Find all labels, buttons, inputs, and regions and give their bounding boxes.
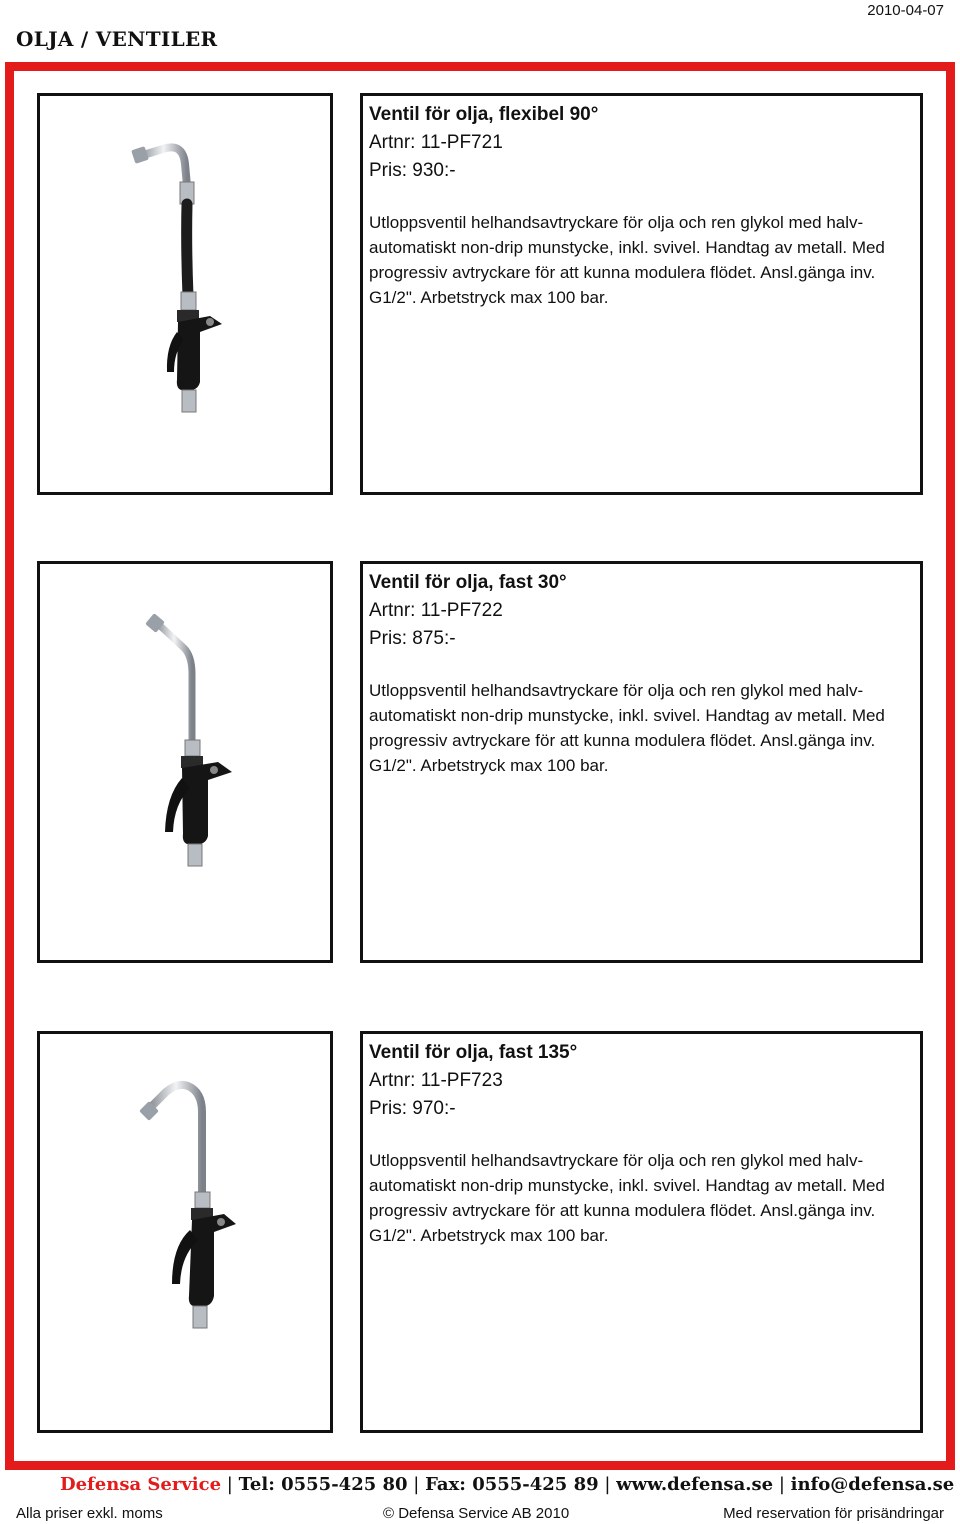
footer-price-reservation: Med reservation för prisändringar bbox=[723, 1505, 944, 1522]
footer-phone: Tel: 0555-425 80 bbox=[238, 1474, 408, 1495]
product-price: Pris: 970:- bbox=[369, 1098, 456, 1119]
product-description: Utloppsventil helhandsavtryckare för olja och ren glykol med halv-automatiskt non-drip munstycke, inkl. svivel. Handtag av metall. Med progressiv avtryckare för att kunna modulera flödet. Ansl.gänga inv. G1/2". Arbetstryck max 100 bar. bbox=[369, 681, 885, 775]
product-price: Pris: 875:- bbox=[369, 628, 456, 649]
product-info-box-3 bbox=[360, 1031, 923, 1433]
footer-contact-line bbox=[60, 1474, 955, 1495]
footer-separator: | bbox=[773, 1474, 791, 1495]
page-title: OLJA / VENTILER bbox=[16, 27, 218, 51]
product-artnr: Artnr: 11-PF722 bbox=[369, 600, 503, 621]
footer-copyright: © Defensa Service AB 2010 bbox=[383, 1505, 570, 1522]
oil-valve-fixed-135-image bbox=[40, 1034, 330, 1430]
product-info-box-1 bbox=[360, 93, 923, 495]
footer-separator: | bbox=[598, 1474, 617, 1495]
product-image-box-3 bbox=[37, 1031, 333, 1433]
product-description: Utloppsventil helhandsavtryckare för olja och ren glykol med halv-automatiskt non-drip munstycke, inkl. svivel. Handtag av metall. Med progressiv avtryckare för att kunna modulera flödet. Ansl.gänga inv. G1/2". Arbetstryck max 100 bar. bbox=[369, 1151, 885, 1245]
footer-separator: | bbox=[221, 1474, 239, 1495]
footer-website-link[interactable]: www.defensa.se bbox=[616, 1474, 774, 1495]
footer-fax: Fax: 0555-425 89 bbox=[425, 1474, 599, 1495]
footer-email-link[interactable]: info@defensa.se bbox=[790, 1474, 955, 1495]
product-info-box-2 bbox=[360, 561, 923, 963]
product-image-box-2 bbox=[37, 561, 333, 963]
oil-valve-fixed-30-image bbox=[40, 564, 330, 960]
oil-valve-flexible-image bbox=[40, 96, 330, 492]
footer-separator: | bbox=[407, 1474, 426, 1495]
product-image-box-1 bbox=[37, 93, 333, 495]
footer-vat-note: Alla priser exkl. moms bbox=[16, 1505, 163, 1522]
product-price: Pris: 930:- bbox=[369, 160, 456, 181]
product-name: Ventil för olja, flexibel 90° bbox=[369, 104, 599, 125]
product-name: Ventil för olja, fast 135° bbox=[369, 1042, 578, 1063]
document-date: 2010-04-07 bbox=[867, 2, 944, 19]
product-description: Utloppsventil helhandsavtryckare för olja och ren glykol med halv-automatiskt non-drip munstycke, inkl. svivel. Handtag av metall. Med progressiv avtryckare för att kunna modulera flödet. Ansl.gänga inv. G1/2". Arbetstryck max 100 bar. bbox=[369, 213, 885, 307]
product-artnr: Artnr: 11-PF721 bbox=[369, 132, 503, 153]
product-name: Ventil för olja, fast 30° bbox=[369, 572, 567, 593]
footer-brand: Defensa Service bbox=[60, 1474, 222, 1495]
product-artnr: Artnr: 11-PF723 bbox=[369, 1070, 503, 1091]
